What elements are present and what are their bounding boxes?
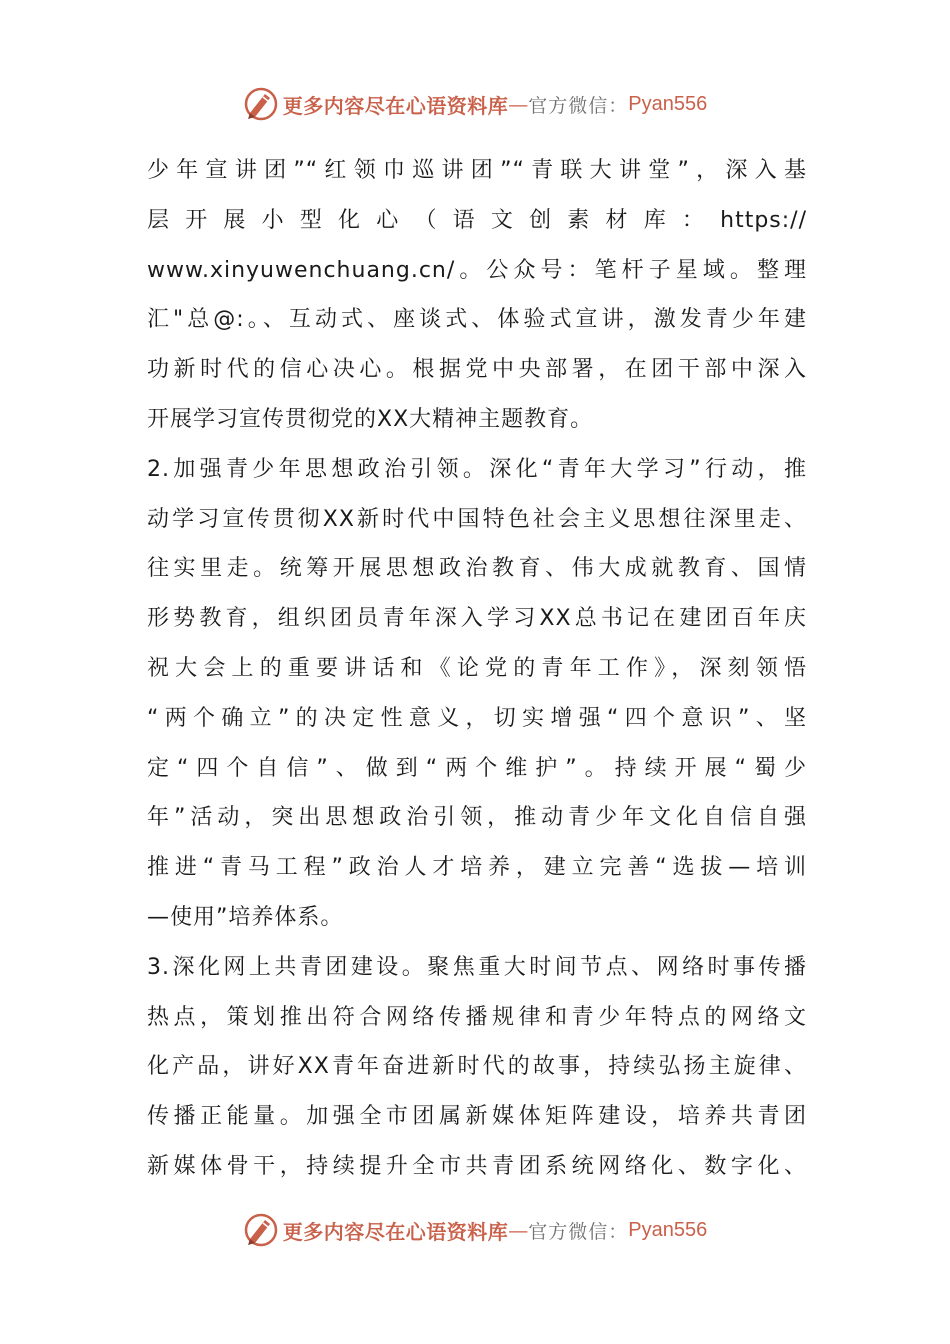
text-line: 动学习宣传贯彻XX新时代中国特色社会主义思想往深里走、: [147, 506, 807, 532]
text-line: —使用”培养体系。: [147, 904, 344, 930]
text-line: 新媒体骨干，持续提升全市共青团系统网络化、数字化、: [147, 1153, 807, 1179]
text-line: 开展学习宣传贯彻党的XX大精神主题教育。: [147, 406, 594, 432]
text-line: 功新时代的信心决心。根据党中央部署，在团干部中深入: [147, 357, 807, 383]
text-line: 形势教育，组织团员青年深入学习XX总书记在建团百年庆: [147, 606, 807, 632]
text-line: 祝大会上的重要讲话和《论党的青年工作》，深刻领悟: [147, 655, 807, 681]
text-line: 3.深化网上共青团建设。聚焦重大时间节点、网络时事传播: [147, 954, 807, 980]
text-line: 年”活动，突出思想政治引领，推动青少年文化自信自强: [147, 805, 807, 831]
text-line: 2.加强青少年思想政治引领。深化“青年大学习”行动，推: [147, 456, 807, 482]
text-line: 往实里走。统筹开展思想政治教育、伟大成就教育、国情: [147, 556, 807, 582]
watermark-wechat-label: 官方微信：: [528, 1220, 629, 1243]
text-line: 层开展小型化心（语文创素材库：https://: [147, 207, 807, 233]
text-line: “两个确立”的决定性意义，切实增强“四个意识”、坚: [147, 705, 807, 731]
text-line: 推进“青马工程”政治人才培养，建立完善“选拔—培训: [147, 855, 807, 881]
text-line: 汇"总@:。、互动式、座谈式、体验式宣讲，激发青少年建: [147, 307, 807, 333]
watermark-separator: —: [508, 1218, 529, 1242]
watermark-brand-text: 更多内容尽在心语资料库: [282, 93, 509, 118]
text-line: 定“四个自信”、做到“两个维护”。持续开展“蜀少: [147, 755, 807, 781]
text-line: 化产品，讲好XX青年奋进新时代的故事，持续弘扬主旋律、: [147, 1054, 807, 1080]
watermark-wechat-id: Pyan556: [628, 92, 708, 115]
pen-logo-icon: [243, 86, 279, 122]
footer-watermark: [0, 1210, 950, 1250]
watermark-separator: —: [508, 92, 529, 116]
text-line: 少年宣讲团”“红领巾巡讲团”“青联大讲堂”，深入基: [147, 158, 807, 183]
text-line: 热点，策划推出符合网络传播规律和青少年特点的网络文: [147, 1004, 807, 1030]
watermark-brand-text: 更多内容尽在心语资料库: [282, 1219, 509, 1244]
text-line: www.xinyuwenchuang.cn/。公众号：笔杆子星域。整理: [147, 257, 807, 283]
pen-logo-icon: [243, 1212, 279, 1248]
body-text: [147, 146, 807, 1192]
watermark-wechat-id: Pyan556: [628, 1218, 708, 1241]
text-line: 传播正能量。加强全市团属新媒体矩阵建设，培养共青团: [147, 1104, 807, 1130]
watermark-wechat-label: 官方微信：: [528, 94, 629, 117]
header-watermark: [0, 84, 950, 124]
